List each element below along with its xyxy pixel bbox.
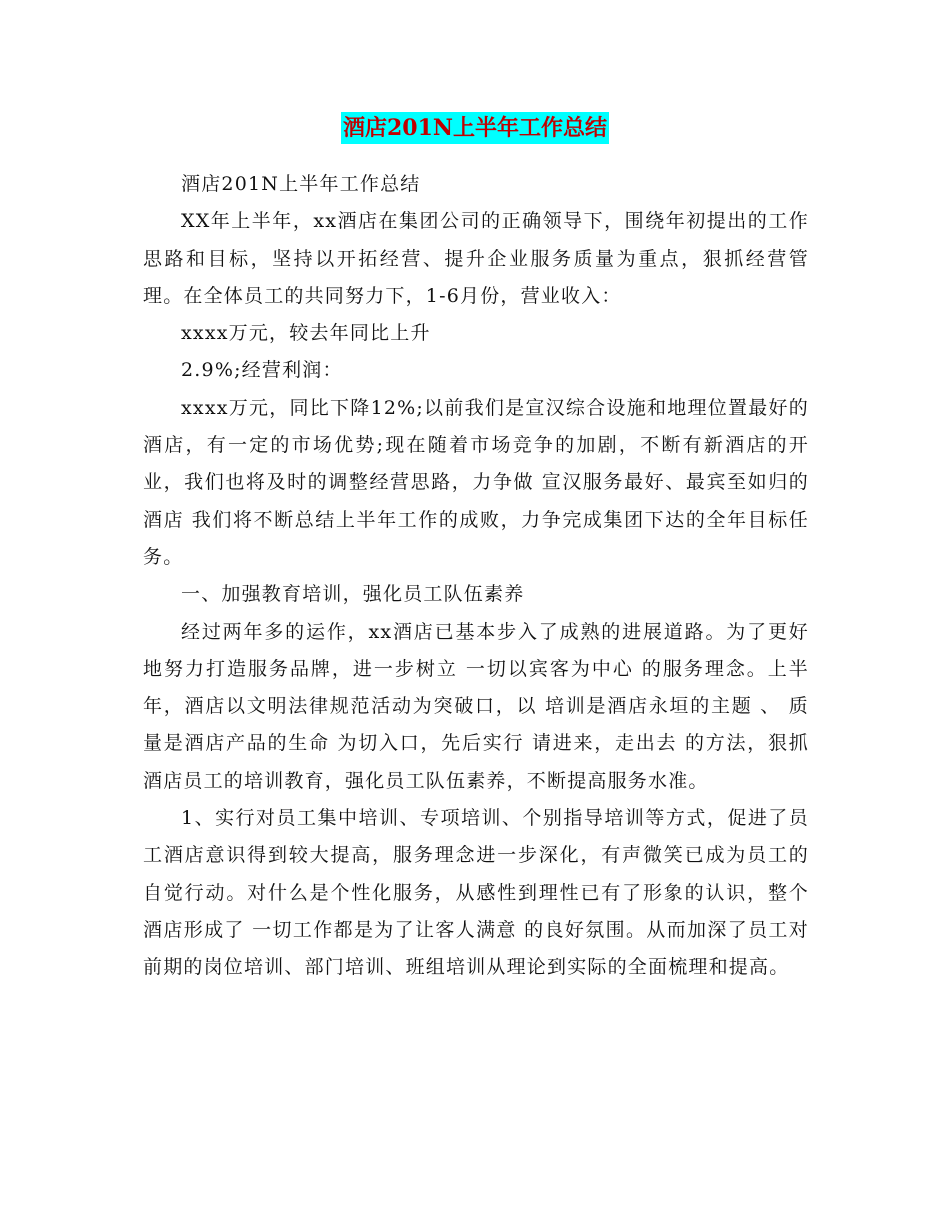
paragraph: xxxx万元，较去年同比上升	[181, 322, 431, 345]
paragraph: XX年上半年，xx酒店在集团公司的正确领导下，围绕年初提出的工作思路和目标，坚持以开拓经营、提升企业服务质量为重点，狠抓经营管理。在全体员工的共同努力下，1-6月份，营业收入：	[143, 210, 809, 307]
paragraph: 1、实行对员工集中培训、专项培训、个别指导培训等方式，促进了员工酒店意识得到较大提高，服务理念进一步深化，有声微笑已成为员工的自觉行动。对什么是个性化服务，从感性到理性已有了形象的认识，整个酒店形成了 一切工作都是为了让客人满意 的良好氛围。从而加深了员工对前期的岗位培训、部门培训、班组培训从理论到实际的全面梳理和提高。	[143, 807, 809, 979]
section-heading: 一、加强教育培训，强化员工队伍素养	[181, 583, 525, 606]
document-body	[143, 166, 809, 987]
paragraph: 经过两年多的运作，xx酒店已基本步入了成熟的进展道路。为了更好地努力打造服务品牌，进一步树立 一切以宾客为中心 的服务理念。上半年，酒店以文明法律规范活动为突破口，以 培训是酒店永垣的主题 、 质量是酒店产品的生命 为切入口，先后实行 请进来，走出去 的方法，狠抓酒店员工的培训教育，强化员工队伍素养，不断提高服务水准。	[143, 620, 809, 792]
paragraph: xxxx万元，同比下降12%;以前我们是宣汉综合设施和地理位置最好的酒店，有一定的市场优势;现在随着市场竞争的加剧，不断有新酒店的开业，我们也将及时的调整经营思路，力争做 宣汉服务最好、最宾至如归的酒店 我们将不断总结上半年工作的成败，力争完成集团下达的全年目标任务。	[143, 396, 809, 568]
title-wrap	[0, 112, 950, 144]
paragraph: 2.9%;经营利润：	[181, 359, 343, 382]
document-title: 酒店201N上半年工作总结	[341, 112, 609, 144]
paragraph-subtitle: 酒店201N上半年工作总结	[181, 173, 421, 195]
